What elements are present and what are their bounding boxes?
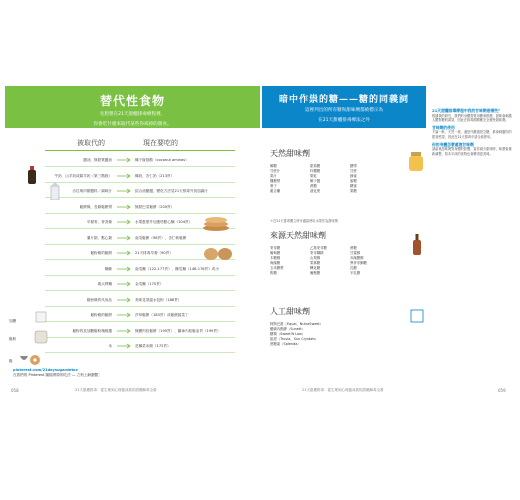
side-label-sweetened: 加糖	[9, 319, 17, 323]
arrow-right-icon	[117, 188, 131, 194]
milk-carton-icon	[50, 182, 60, 200]
left-banner-sub-1: 先想想在21天甜癮排毒療程裡，	[99, 112, 166, 117]
list-item: 甘蔗汁	[270, 169, 281, 173]
derived-sweeteners-title: 來源天然甜味劑	[270, 231, 326, 240]
arrow-right-icon	[117, 219, 131, 225]
arrow-right-icon	[117, 157, 131, 163]
list-item: 蔗糖	[310, 184, 317, 188]
replaced-item: 鬆粉條的鬆餅	[90, 313, 112, 317]
replaced-item: 鬆餅條、長條鬆餅漿	[79, 204, 112, 209]
table-row	[5, 203, 260, 212]
list-item: 甘蔗	[350, 169, 357, 173]
replaced-item: 米	[108, 344, 112, 348]
column-header-now: 現在要吃的	[143, 139, 178, 147]
bowl-icon	[19, 350, 29, 364]
list-item: 海藻糖	[270, 261, 281, 265]
replacement-item: 金瓜麵（170頁）	[135, 282, 164, 286]
list-item: 果乾	[310, 174, 317, 178]
replacement-item: 椰奶、杏仁奶（213頁）	[135, 173, 175, 178]
list-item: 葡聚糖	[310, 271, 321, 275]
right-footer: 21天甜癮排毒：從生理到心理養成我的甜癮解毒全書	[302, 388, 384, 392]
list-item: 甜菊糖	[310, 164, 321, 168]
arrow-right-icon	[117, 281, 131, 287]
replaced-item: 牛奶、山羊奶或綿羊奶（第三階段）	[54, 173, 112, 178]
derived-sweeteners-list	[270, 246, 410, 276]
bread-slices-icon	[203, 246, 233, 262]
arrow-right-icon	[117, 266, 131, 272]
replaced-item: 醬油、無麩質醬油	[83, 158, 112, 162]
sweetener-packet-icon	[410, 308, 424, 324]
row-divider	[45, 166, 235, 167]
pinterest-note	[13, 368, 102, 378]
natural-sweeteners-title: 天然甜味劑	[270, 149, 310, 158]
natural-sweeteners-list	[270, 164, 410, 194]
side-label-flour: 鬆粉	[9, 337, 17, 341]
right-banner-sub-1: 這裡列出的所有糖和甜味劑都被標示為	[304, 108, 384, 113]
list-item: 蜂蜜	[350, 174, 357, 178]
table-row	[5, 187, 260, 196]
list-item: 紐甜（Truvia、Sun Crystals）	[270, 337, 319, 341]
sidebar-text-2: 不論一般、天然一族、還是代糖還是空糖，都會刺激你的甜食慾望，因此在21天排毒中請全面停用。	[432, 130, 512, 139]
sugar-cube-icon	[35, 309, 47, 325]
sidebar-heading-1: 21天甜癮排毒療程中我的甘味劑是哪些？	[432, 108, 502, 113]
list-item: 椰子醬	[310, 179, 321, 183]
left-banner-sub-2: 你會吃什麼來取代某些你戒掉的甜食。	[93, 121, 172, 127]
table-row	[5, 296, 260, 305]
replacement-item: 花椰菜米飯（172頁）	[135, 344, 171, 348]
sidebar-notes	[432, 106, 512, 156]
list-item: 蔗糖素（Splenda）	[270, 342, 301, 346]
right-banner	[262, 86, 426, 128]
list-item: 葡萄糖	[270, 251, 281, 255]
arrow-right-icon	[117, 297, 131, 303]
list-item: 麥芽糊精	[310, 251, 324, 255]
row-divider	[45, 352, 235, 353]
replacement-item: 無麩巴菜鬆餅（200頁）	[135, 204, 175, 209]
replacement-item: 南瓜麵（122-177頁）、櫛瓜麵（148-176頁）或小	[135, 266, 219, 271]
replaced-item: 鬆粉條的代用品	[86, 297, 112, 302]
natural-sweeteners-note: ＊在21天排毒獨立時可適當使用水果作為甜味劑	[270, 219, 338, 223]
list-item: 蜜糖	[350, 179, 357, 183]
list-item: 乳糖	[350, 266, 357, 270]
sidebar-heading-3: 你的身體怎麼處理甘味劑	[432, 141, 474, 147]
list-item: 醋磺內酯鉀（Sunett）	[270, 327, 305, 331]
table-row	[5, 280, 260, 289]
pinterest-url[interactable]: pinterest.com/21daysugardetox	[13, 368, 78, 372]
list-item: 赤藻糖醇	[350, 256, 364, 260]
replacement-item: 21天排毒早餐（90頁）	[135, 251, 173, 255]
list-item: 山梨醇	[310, 256, 321, 260]
list-item: 果糖	[350, 189, 357, 193]
row-divider	[45, 337, 235, 338]
row-divider	[45, 321, 235, 322]
list-item: 果寡糖	[310, 261, 321, 265]
list-item: 棕櫚糖	[310, 169, 321, 173]
replacement-item: 水果蛋堡外加蛋塔點心麵（104頁）	[135, 220, 193, 224]
pancake-stack-icon	[201, 216, 231, 232]
row-divider	[45, 290, 235, 291]
replacement-item: 無糖肉桂鬆餅（195頁）、鍋車內桂鬆皇頁（199頁）	[135, 328, 221, 333]
table-row	[5, 234, 260, 243]
right-page	[262, 86, 518, 396]
list-item: 阿斯巴甜（Equal、NutraSweet）	[270, 322, 324, 326]
right-page-number: 059	[498, 388, 506, 393]
list-item: 玉米糖漿	[270, 266, 284, 270]
replaced-item: 鬆粉條的鬆餅	[90, 251, 112, 255]
pinterest-caption: 在我們的 Pinterest 圖檔實際的吃法 — 立刻上網瀏覽！	[13, 373, 102, 377]
header-divider	[45, 150, 235, 151]
table-row	[5, 172, 260, 181]
left-footer: 21天甜癮排毒：從生理到心理養成我的甜癮解毒全書	[75, 388, 157, 392]
list-item: 果汁	[270, 174, 277, 178]
list-item: 蔗糖	[350, 246, 357, 250]
replaced-item: 義大利麵	[97, 282, 112, 286]
column-header-replaced: 被取代的	[77, 139, 105, 147]
list-item: 棗子	[270, 184, 277, 188]
row-divider	[45, 213, 235, 214]
list-item: 轉化糖	[310, 266, 321, 270]
right-banner-sub-2: 在21天甜癮排毒療法之外	[318, 117, 370, 123]
arrow-right-icon	[117, 250, 131, 256]
replacement-item: 莎草鬆餅（183頁）或鬆餅蔬菜丁	[135, 313, 189, 317]
sidebar-heading-2: 甘味劑的使用	[432, 124, 455, 130]
sidebar-text-3: 請留意甜味劑對身體的影響，當你減少甜味時，味蕾會重新調整，原本平淡的食物也會變得更美味。	[432, 147, 512, 156]
arrow-right-icon	[117, 204, 131, 210]
syrup-bottle-icon	[412, 234, 422, 256]
left-banner	[5, 86, 260, 128]
right-banner-title: 暗中作祟的糖——糖的同義詞	[278, 95, 409, 105]
replacement-item: 南瓜鬆餅（98頁）、杏仁軟鬆餅	[135, 235, 187, 240]
arrow-right-icon	[117, 235, 131, 241]
list-item: 糖漿	[350, 164, 357, 168]
replaced-item: 麵條	[104, 266, 112, 271]
list-item: 甘露醇	[350, 251, 361, 255]
arrow-right-icon	[117, 328, 131, 334]
replaced-item: 沙拉與肉類醬料／調味汁	[72, 189, 112, 193]
list-item: 半乳糖	[350, 271, 361, 275]
sidebar-text-1: 根據我的研究，我們的身體需要用糖來燃燒，甜味會刺激人體對糖的渴望，因此在排毒期間應完全避免甜味劑。	[432, 113, 512, 123]
list-item: 焦糖	[270, 271, 277, 275]
list-item: 木糖醇	[270, 256, 281, 260]
donut-icon	[28, 354, 42, 366]
list-item: 乙基麥芽糖	[310, 246, 327, 250]
left-page	[5, 86, 260, 396]
row-divider	[45, 244, 235, 245]
flour-bag-icon	[33, 328, 49, 344]
row-divider	[45, 275, 235, 276]
artificial-sweeteners-list	[270, 322, 420, 347]
left-banner-title: 替代性食物	[99, 94, 165, 108]
list-item: 椰糖	[270, 164, 277, 168]
arrow-right-icon	[117, 343, 131, 349]
honey-jar-icon	[408, 152, 424, 172]
replaced-item: 薯片類、點心類	[86, 235, 112, 240]
table-row	[5, 265, 260, 274]
replacement-item: 美味花茶溫水包粉（188頁）	[135, 297, 182, 302]
artificial-sweeteners-title: 人工甜味劑	[270, 307, 310, 316]
list-item: 糖精（Sweet'N Low）	[270, 332, 306, 336]
row-divider	[45, 182, 235, 183]
side-label-short: 鬆	[9, 359, 13, 363]
left-page-number: 058	[11, 388, 19, 393]
list-item: 液化蔗	[310, 189, 321, 193]
soy-sauce-bottle-icon	[27, 166, 37, 184]
replacement-item: 椰子胺基酸（coconut aminos）	[135, 158, 189, 162]
list-item: 異麥芽酮糖	[350, 261, 367, 265]
list-item: 楓糖漿	[270, 179, 281, 183]
list-item: 麥芽糖	[270, 246, 281, 250]
table-row	[5, 156, 260, 165]
replaced-item: 鬆粉的及加糖鬆粉塊相濃	[72, 328, 112, 333]
list-item: 糖蜜	[350, 184, 357, 188]
arrow-right-icon	[117, 312, 131, 318]
replacement-item: 綜合油醋醬，變化方法見21天排毒外食加調汁	[135, 189, 208, 193]
row-divider	[45, 197, 235, 198]
row-divider	[45, 306, 235, 307]
arrow-right-icon	[117, 173, 131, 179]
replaced-item: 早餐麥、麥香條	[86, 220, 112, 224]
list-item: 龍舌蘭	[270, 189, 281, 193]
